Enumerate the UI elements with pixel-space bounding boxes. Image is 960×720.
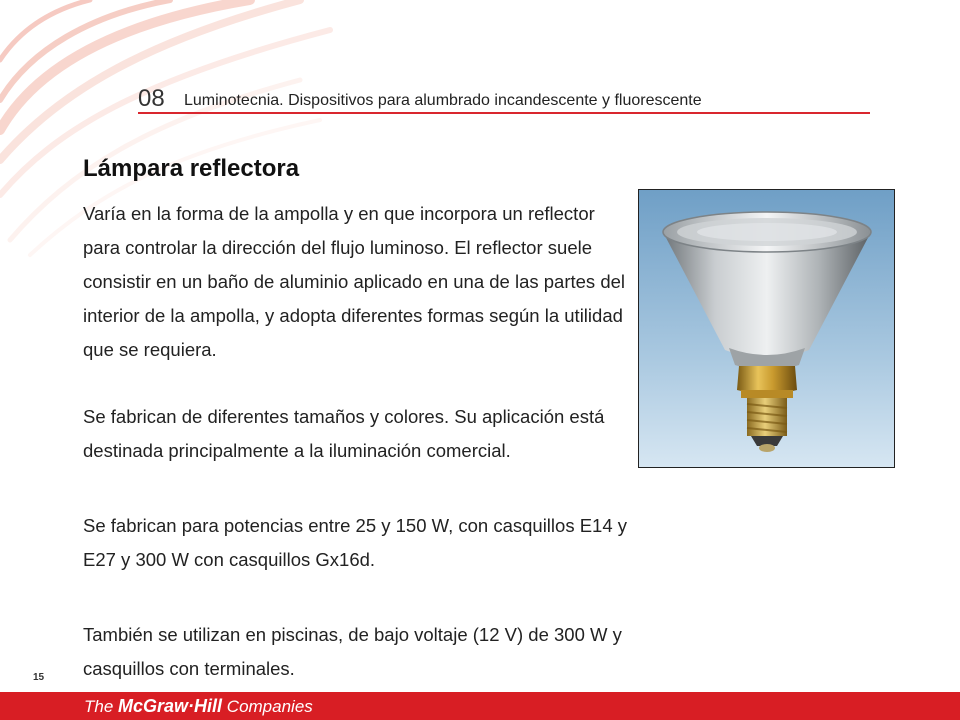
reflector-lamp-photo [638,189,895,468]
brand-prefix: The [84,697,119,716]
chapter-header [138,84,870,116]
brand-suffix: Companies [222,697,313,716]
body-paragraph-2: Se fabrican de diferentes tamaños y colores. Su aplicación está destinada principalmente a la iluminación comercial. [83,406,605,461]
publisher-logo [84,695,313,718]
slide-title: Lámpara reflectora [83,155,300,182]
chapter-number: 08 [138,85,165,112]
brand-main: McGraw·Hill [118,696,223,716]
body-paragraph-3: Se fabrican para potencias entre 25 y 150 W, con casquillos E14 y E27 y 300 W con casquillos Gx16d. [83,515,628,570]
body-paragraph-4: También se utilizan en piscinas, de bajo voltaje (12 V) de 300 W y casquillos con terminales. [83,624,622,679]
page-number: 15 [33,672,45,683]
footer-bar [0,692,960,720]
body-paragraph-1: Varía en la forma de la ampolla y en que incorpora un reflector para controlar la dirección del flujo luminoso. El reflector suele consistir en un baño de aluminio aplicado en una de las partes del interior de la ampolla, y adopta diferentes formas según la utilidad que se requiera. [83,203,626,360]
chapter-title: Luminotecnia. Dispositivos para alumbrado incandescente y fluorescente [184,92,702,109]
header-divider [138,112,870,114]
